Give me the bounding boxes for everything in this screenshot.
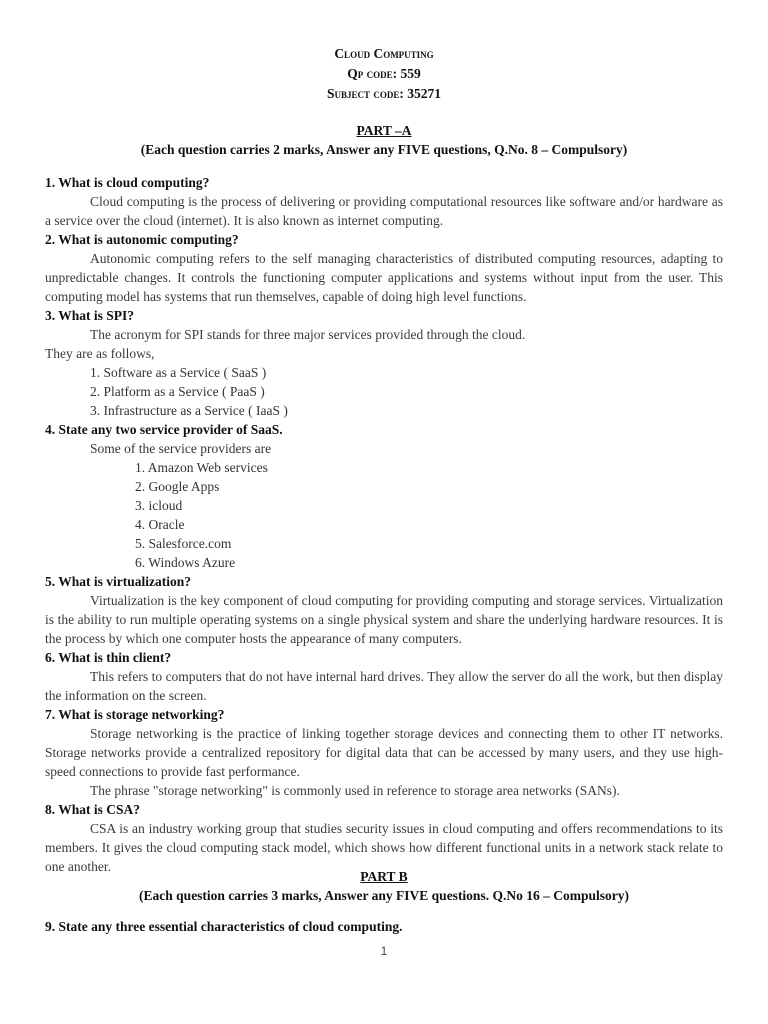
answer-7-note: The phrase "storage networking" is commonly used in reference to storage area networks (SANs). bbox=[90, 783, 620, 798]
list-item: 5. Salesforce.com bbox=[135, 536, 232, 551]
answer-8: CSA is an industry working group that studies security issues in cloud computing and offers recommendations to its members. It gives the cloud computing stack model, which shows how different functional units in a network stack relate to one another. bbox=[45, 821, 723, 874]
part-b-instructions: (Each question carries 3 marks, Answer any FIVE questions. Q.No 16 – Compulsory) bbox=[139, 888, 629, 903]
list-item: 1. Software as a Service ( SaaS ) bbox=[90, 365, 267, 380]
question-3: 3. What is SPI? bbox=[45, 308, 135, 323]
list-item: 2. Google Apps bbox=[135, 479, 220, 494]
question-6: 6. What is thin client? bbox=[45, 650, 172, 665]
subject-code: Subject code: 35271 bbox=[326, 86, 441, 101]
answer-7: Storage networking is the practice of linking together storage devices and connecting them to other IT networks. Storage networks provide a centralized repository for digital data that can be accessed by many users, and they use high-speed connections to provide fast performance. bbox=[45, 726, 723, 779]
question-7: 7. What is storage networking? bbox=[45, 707, 225, 722]
answer-6: This refers to computers that do not have internal hard drives. They allow the server do all the work, but then display the information on the screen. bbox=[45, 669, 723, 703]
part-a-instructions: (Each question carries 2 marks, Answer any FIVE questions, Q.No. 8 – Compulsory) bbox=[140, 142, 628, 157]
answer-5: Virtualization is the key component of cloud computing for providing computing and storage services. Virtualization is the ability to run multiple operating systems on a single physical system and share the underlying hardware resources. It is the process by which one computer hosts the appearance of many computers. bbox=[45, 593, 723, 646]
doc-title: Cloud Computing bbox=[334, 46, 434, 61]
answer-4: Some of the service providers are bbox=[90, 441, 272, 456]
question-2: 2. What is autonomic computing? bbox=[45, 232, 239, 247]
answer-3-intro: They are as follows, bbox=[45, 346, 155, 361]
part-b-heading: PART B bbox=[360, 869, 408, 884]
question-9: 9. State any three essential characteristics of cloud computing. bbox=[45, 919, 403, 934]
answer-3: The acronym for SPI stands for three major services provided through the cloud. bbox=[90, 327, 526, 342]
qp-code: Qp code: 559 bbox=[347, 66, 421, 81]
page-number: 1 bbox=[380, 944, 388, 958]
part-a-heading: PART –A bbox=[356, 123, 412, 138]
question-8: 8. What is CSA? bbox=[45, 802, 141, 817]
list-item: 3. icloud bbox=[135, 498, 183, 513]
part-b-body bbox=[45, 917, 723, 936]
answer-1: Cloud computing is the process of delivering or providing computational resources like software and/or hardware as a service over the cloud (internet). It is also known as internet computing. bbox=[45, 194, 723, 228]
list-item: 2. Platform as a Service ( PaaS ) bbox=[90, 384, 265, 399]
question-1: 1. What is cloud computing? bbox=[45, 175, 210, 190]
question-4: 4. State any two service provider of SaaS. bbox=[45, 422, 283, 437]
list-item: 1. Amazon Web services bbox=[135, 460, 268, 475]
question-5: 5. What is virtualization? bbox=[45, 574, 192, 589]
list-item: 3. Infrastructure as a Service ( IaaS ) bbox=[90, 403, 288, 418]
list-item: 4. Oracle bbox=[135, 517, 185, 532]
answer-2: Autonomic computing refers to the self managing characteristics of distributed computing resources, adapting to unpredictable changes. It controls the functioning computer applications and systems without input from the user. This computing model has systems that run themselves, capable of doing high level functions. bbox=[45, 251, 723, 304]
part-a-body bbox=[45, 173, 723, 876]
list-item: 6. Windows Azure bbox=[135, 555, 236, 570]
